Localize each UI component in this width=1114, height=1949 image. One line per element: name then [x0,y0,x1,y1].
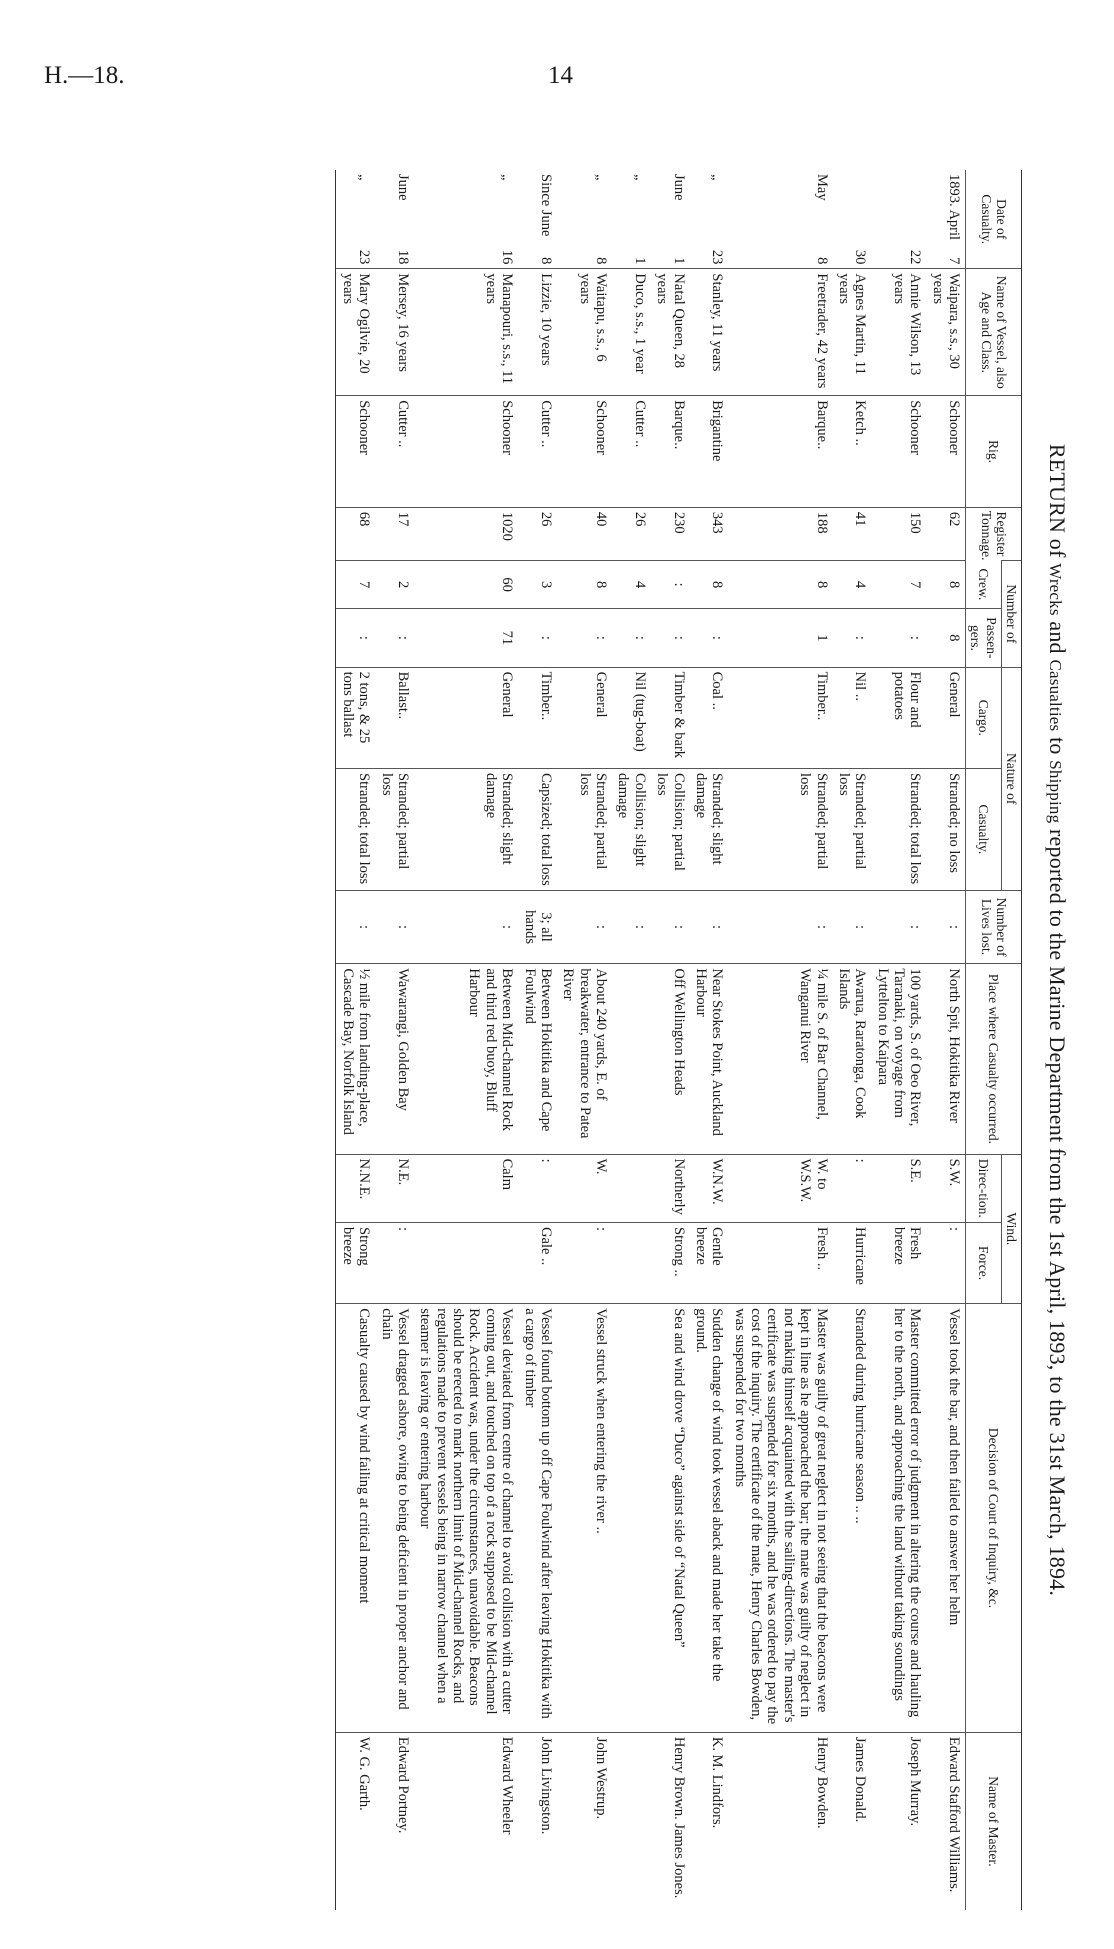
cell-place: Awarua, Raratonga, Cook Islands [833,964,872,1154]
cell-force: Fresh breeze [871,1223,926,1304]
col-place: Place where Casualty occurred. [966,964,1022,1154]
cell-passengers: : [518,609,557,667]
col-number-of: Number of [1001,561,1021,668]
cell-place: Off Wellington Heads [651,964,690,1154]
cell-date [518,170,557,269]
cell-tonnage: 26 [612,507,651,560]
cell-tonnage: 343 [690,507,729,560]
date-month: 1893. April [946,174,963,241]
cell-force [414,1223,518,1304]
date-month: Since June [538,174,554,237]
cell-direction: W. [557,1154,612,1222]
date-day: 1 [670,257,687,265]
cell-date [690,170,729,269]
cell-date [927,170,966,269]
col-wind: Wind. [1001,1154,1021,1304]
table-body [336,170,966,1910]
table-row [927,170,966,1910]
table-row [336,170,375,1910]
cell-vessel: Natal Queen, 28 years [651,269,690,396]
col-date: Date of Casualty. [966,170,1022,269]
table-row [557,170,612,1910]
cell-crew: 8 [927,561,966,609]
cell-date [336,170,375,269]
cell-decision: Master was guilty of great neglect in not seeing that the beacons were kept in line as he approached the bar; the mate was guilty of neglect in not making himself acquainted with the sailing-directions. The master's certificate was suspended for six months, and he was ordered to pay the cost of the inquiry. The certificate of the mate, Henry Charles Bowden, was suspended for two months [728,1304,832,1733]
col-cargo: Cargo. [966,667,1002,768]
title-casualties: Casualties [1046,659,1065,732]
cell-decision: Casualty caused by wind failing at critical moment [336,1304,375,1733]
cell-master [612,1732,651,1910]
col-decision: Decision of Court of Inquiry, &c. [966,1304,1022,1733]
cell-force: Gentle breeze [690,1223,729,1304]
cell-direction: : [833,1154,872,1222]
cell-vessel: Mary Ogilvie, 20 years [336,269,375,396]
cell-decision: Master committed error of judgment in altering the course and hauling her to the north, and approaching the land without taking soundings [871,1304,926,1733]
cell-master: K. M. Lindfors. [690,1732,729,1910]
cell-vessel: Stanley, 11 years [690,269,729,396]
col-casualty: Casualty. [966,769,1002,891]
cell-direction [612,1154,651,1222]
cell-tonnage: 17 [375,507,414,560]
cell-lives: : [728,890,832,964]
cell-master: W. G. Garth. [336,1732,375,1910]
date-month: June [670,174,687,201]
cell-tonnage: 188 [728,507,832,560]
cell-lives: 3; all hands [518,890,557,964]
cell-place: About 240 yards, E. of breakwater, entrance to Patea River [557,964,612,1154]
cell-tonnage: 62 [927,507,966,560]
cell-rig: Cutter .. [612,396,651,508]
cell-casualty: Stranded; partial loss [375,769,414,891]
rotated-page-content [110,130,1070,1910]
cell-decision: Vessel took the bar, and then failed to answer her helm [927,1304,966,1733]
date-day: 8 [593,257,610,265]
table-row [375,170,414,1910]
cell-master: Edward Portney. [375,1732,414,1910]
cell-passengers: : [375,609,414,667]
date-day: 30 [852,249,869,265]
casualty-table [336,170,1023,1910]
cell-crew: 60 [414,561,518,609]
col-direction: Direc-tion. [966,1154,1002,1222]
cell-decision: Vessel dragged ashore, owing to being deficient in proper anchor and chain [375,1304,414,1733]
cell-master: John Westrup. [557,1732,612,1910]
cell-place: Wawarangi, Golden Bay [375,964,414,1154]
cell-place [612,964,651,1154]
cell-passengers: : [557,609,612,667]
cell-cargo: General [557,667,612,768]
date-day: 22 [907,249,924,265]
cell-force [612,1223,651,1304]
cell-force: Strong breeze [336,1223,375,1304]
cell-force: Gale .. [518,1223,557,1304]
cell-direction: Calm [414,1154,518,1222]
cell-crew: : [651,561,690,609]
cell-force: : [927,1223,966,1304]
cell-lives: : [871,890,926,964]
table-row [690,170,729,1910]
cell-crew: 8 [557,561,612,609]
cell-master: James Donald. [833,1732,872,1910]
cell-place: Between Mid-channel Rock and third red buoy, Bluff Harbour [414,964,518,1154]
cell-tonnage: 40 [557,507,612,560]
cell-tonnage: 26 [518,507,557,560]
cell-lives: : [690,890,729,964]
cell-cargo: General [927,667,966,768]
title-wrecks: Wrecks [1046,563,1065,616]
table-row [612,170,651,1910]
table-row [833,170,872,1910]
cell-date [414,170,518,269]
date-month: „ [631,174,648,181]
cell-decision: Sea and wind drove “Duco” against side of “Natal Queen” [651,1304,690,1733]
cell-cargo: Timber.. [728,667,832,768]
cell-rig: Cutter .. [518,396,557,508]
cell-decision: Sudden change of wind took vessel aback and made her take the ground. [690,1304,729,1733]
cell-lives: : [651,890,690,964]
cell-cargo: Coal .. [690,667,729,768]
date-day: 18 [395,249,411,265]
cell-place: 100 yards, S. of Oeo River, Taranaki, on voyage from Lyttelton to Kaipara [871,964,926,1154]
table-row [518,170,557,1910]
cell-place: Between Hokitika and Cape Foulwind [518,964,557,1154]
cell-force: : [375,1223,414,1304]
table-row [728,170,832,1910]
cell-vessel: Mersey, 16 years [375,269,414,396]
page-number: 14 [548,62,573,89]
cell-vessel: Agnes Martin, 11 years [833,269,872,396]
cell-direction: W. to W.S.W. [728,1154,832,1222]
col-nature-of: Nature of [1001,667,1021,890]
cell-passengers: : [690,609,729,667]
cell-direction: S.W. [927,1154,966,1222]
cell-cargo: Timber.. [518,667,557,768]
col-vessel: Name of Vessel, also Age and Class. [966,269,1022,396]
title-prefix: RETURN of [1045,443,1070,558]
table-row [414,170,518,1910]
cell-passengers: 71 [414,609,518,667]
cell-cargo: Nil (tug-boat) [612,667,651,768]
cell-rig: Barque.. [651,396,690,508]
cell-tonnage: 150 [871,507,926,560]
title-shipping: Shipping [1046,760,1065,824]
cell-force: : [557,1223,612,1304]
cell-crew: 3 [518,561,557,609]
cell-master: Edward Wheeler [414,1732,518,1910]
cell-tonnage: 230 [651,507,690,560]
cell-cargo: Ballast.. [375,667,414,768]
cell-vessel: Freetrader, 42 years [728,269,832,396]
cell-casualty: Stranded; slight damage [414,769,518,891]
title-and: and [1045,621,1070,654]
cell-lives: : [612,890,651,964]
cell-casualty: Stranded; total loss [871,769,926,891]
date-month: „ [593,174,610,181]
cell-cargo: General [414,667,518,768]
cell-casualty: Capsized; total loss [518,769,557,891]
date-month: June [395,174,411,201]
cell-rig: Schooner [414,396,518,508]
title-rest: reported to the Marine Department from the 1st April, 1893, to the 31st March, 1894. [1045,829,1070,1597]
cell-decision: Vessel struck when entering the river .. [557,1304,612,1733]
cell-master: Henry Brown. James Jones. [651,1732,690,1910]
cell-rig: Schooner [336,396,375,508]
cell-passengers: : [833,609,872,667]
table-row [871,170,926,1910]
cell-crew: 4 [612,561,651,609]
cell-cargo: Flour and potatoes [871,667,926,768]
cell-vessel: Lizzie, 10 years [518,269,557,396]
cell-passengers: : [336,609,375,667]
cell-casualty: Stranded; slight damage [690,769,729,891]
date-day: 16 [499,249,516,265]
cell-cargo: Nil .. [833,667,872,768]
cell-rig: Ketch .. [833,396,872,508]
cell-decision: Vessel found bottom up off Cape Foulwind after leaving Hokitika with a cargo of timber [518,1304,557,1733]
cell-crew: 7 [871,561,926,609]
col-master: Name of Master. [966,1732,1022,1910]
cell-passengers: : [871,609,926,667]
cell-rig: Barque.. [728,396,832,508]
cell-master: Henry Bowden. [728,1732,832,1910]
cell-tonnage: 1020 [414,507,518,560]
cell-master: Joseph Murray. [871,1732,926,1910]
date-month: „ [709,174,726,181]
title-to: to [1045,737,1070,755]
cell-lives: : [336,890,375,964]
cell-crew: 4 [833,561,872,609]
cell-date [612,170,651,269]
cell-crew: 8 [690,561,729,609]
date-day: 23 [356,249,373,265]
cell-tonnage: 41 [833,507,872,560]
cell-date [871,170,926,269]
cell-vessel: Manapouri, s.s., 11 years [414,269,518,396]
cell-date [557,170,612,269]
date-day: 1 [631,257,648,265]
cell-lives: : [927,890,966,964]
cell-date [833,170,872,269]
cell-direction: : [518,1154,557,1222]
cell-rig: Brigantine [690,396,729,508]
cell-place: ½ mile from landing-place, Cascade Bay, Norfolk Island [336,964,375,1154]
col-rig: Rig. [966,396,1022,508]
cell-master: Edward Stafford Williams. [927,1732,966,1910]
table-row [651,170,690,1910]
cell-casualty: Collision; slight damage [612,769,651,891]
date-day: 8 [538,257,554,265]
cell-rig: Cutter .. [375,396,414,508]
cell-direction: W.N.W. [690,1154,729,1222]
cell-vessel: Annie Wilson, 13 years [871,269,926,396]
cell-direction: N.E. [375,1154,414,1222]
date-month: May [813,174,830,201]
col-force: Force. [966,1223,1002,1304]
cell-direction: N.N.E. [336,1154,375,1222]
date-month: „ [356,174,373,181]
cell-vessel: Waipara, s.s., 30 years [927,269,966,396]
cell-passengers: : [612,609,651,667]
cell-lives: : [375,890,414,964]
cell-decision: Stranded during hurricane season .. .. [833,1304,872,1733]
col-passengers: Passen-gers. [966,609,1002,667]
cell-tonnage: 68 [336,507,375,560]
date-month: „ [499,174,516,181]
cell-passengers: 1 [728,609,832,667]
cell-crew: 2 [375,561,414,609]
cell-place: ¼ mile S. of Bar Channel, Wanganui River [728,964,832,1154]
page-title [1044,130,1070,1910]
date-day: 7 [946,257,963,265]
cell-casualty: Collision; partial loss [651,769,690,891]
cell-direction: S.E. [871,1154,926,1222]
cell-force: Fresh .. [728,1223,832,1304]
cell-casualty: Stranded; total loss [336,769,375,891]
cell-decision [612,1304,651,1733]
cell-cargo: 2 tons, & 25 tons ballast [336,667,375,768]
cell-place: North Spit, Hokitika River [927,964,966,1154]
date-day: 23 [709,249,726,265]
cell-crew: 7 [336,561,375,609]
date-day: 8 [813,257,830,265]
document-reference: H.—18. [44,62,125,89]
cell-date [375,170,414,269]
cell-lives: : [833,890,872,964]
cell-direction: Northerly [651,1154,690,1222]
cell-casualty: Stranded; partial loss [728,769,832,891]
cell-date [651,170,690,269]
cell-lives: : [557,890,612,964]
col-tonnage: Register Tonnage. [966,507,1022,560]
cell-casualty: Stranded; partial loss [833,769,872,891]
col-lives-lost: Number of Lives lost. [966,890,1022,964]
cell-rig: Schooner [927,396,966,508]
cell-lives: : [414,890,518,964]
cell-date [728,170,832,269]
cell-rig: Schooner [557,396,612,508]
cell-cargo: Timber & bark [651,667,690,768]
cell-casualty: Stranded; no loss [927,769,966,891]
cell-vessel: Duco, s.s., 1 year [612,269,651,396]
cell-casualty: Stranded; partial loss [557,769,612,891]
cell-decision: Vessel deviated from centre of channel to avoid collision with a cutter coming out, and touched on top of a rock supposed to be Mid-channel Rock. Accident was, under the circumstances, unavoidable. Beacons should be erected to mark northern limit of Mid-channel Rocks, and regulations made to prevent vessels being in narrow channel when a steamer is leaving or entering harbour [414,1304,518,1733]
cell-rig: Schooner [871,396,926,508]
cell-master: John Livingston. [518,1732,557,1910]
cell-place: Near Stokes Point, Auckland Harbour [690,964,729,1154]
cell-vessel: Waitapu, s.s., 6 years [557,269,612,396]
cell-force: Strong .. [651,1223,690,1304]
cell-crew: 8 [728,561,832,609]
cell-force: Hurricane [833,1223,872,1304]
cell-passengers: : [651,609,690,667]
col-crew: Crew. [966,561,1002,609]
cell-passengers: 8 [927,609,966,667]
